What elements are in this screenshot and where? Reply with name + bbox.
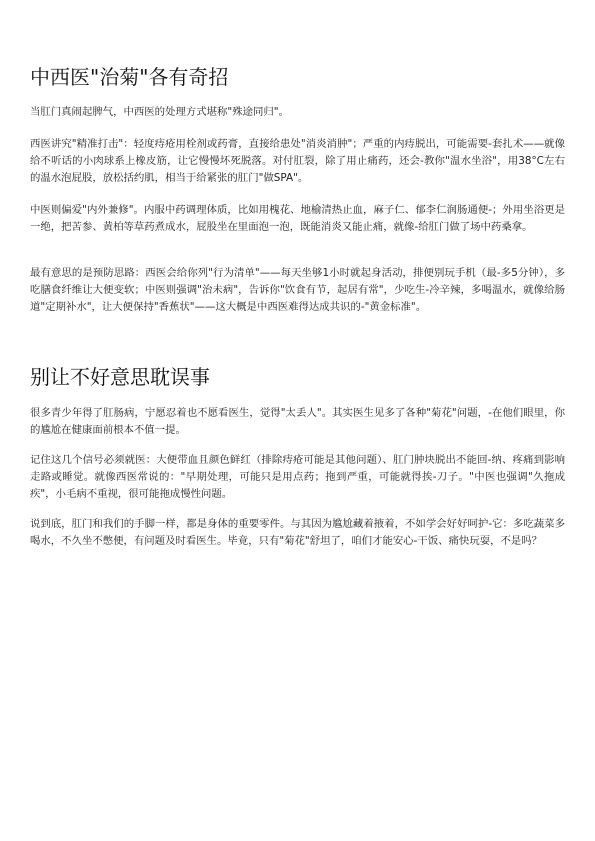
section-title-dont-be-shy: 别让不好意思耽误事 bbox=[30, 365, 210, 389]
section-title-tcm-western: 中西医"治菊"各有奇招 bbox=[30, 65, 229, 89]
paragraph: 最有意思的是预防思路：西医会给你列"行为清单"——每天坐够1小时就起身活动，排便别玩手机（最-多5分钟），多吃膳食纤维让大便变软；中医则强调"治未病"，告诉你"饮食有节，起居有常"，少吃生-冷辛辣，多喝温水，就像给肠道"定期补水"，让大便保持"香蕉状"——这大概是中西医难得达成共识的-"黄金标准"。 bbox=[30, 267, 565, 313]
paragraph: 很多青少年得了肛肠病，宁愿忍着也不愿看医生，觉得"太丢人"。其实医生见多了各种"菊花"问题，-在他们眼里，你的尴尬在健康面前根本不值一提。 bbox=[30, 407, 565, 436]
paragraph: 西医讲究"精准打击"：轻度痔疮用栓剂或药膏，直接给患处"消炎消肿"；严重的内痔脱出，可能需要-套扎术——就像给不听话的小肉球系上橡皮筋，让它慢慢坏死脱落。对付肛裂，除了用止痛药，还会-教你"温水坐浴"，用38°C左右的温水泡屁股，放松括约肌，相当于给紧张的肛门"做SPA"。 bbox=[30, 138, 565, 184]
paragraph: 说到底，肛门和我们的手脚一样，都是身体的重要零件。与其因为尴尬藏着掖着，不如学会好好呵护-它：多吃蔬菜多喝水，不久坐不憋便，有问题及时看医生。毕竟，只有"菊花"舒坦了，咱们才能安心-干饭、痛快玩耍，不是吗？ bbox=[30, 518, 565, 547]
paragraph: 当肛门真闹起脾气，中西医的处理方式堪称"殊途同归"。 bbox=[30, 106, 289, 118]
paragraph: 中医则偏爱"内外兼修"。内服中药调理体质，比如用槐花、地榆清热止血，麻子仁、郁李仁润肠通便-；外用坐浴更是一绝，把苦参、黄柏等草药煮成水，屁股坐在里面泡一泡，既能消炎又能止痛，就像-给肛门做了场中药桑拿。 bbox=[30, 204, 565, 233]
paragraph: 记住这几个信号必须就医：大便带血且颜色鲜红（排除痔疮可能是其他问题）、肛门肿块脱出不能回-纳、疼痛到影响走路或睡觉。就像西医常说的："早期处理，可能只是用点药；拖到严重，可能就得挨-刀子。"中医也强调"久拖成疾"，小毛病不重视，很可能拖成慢性问题。 bbox=[30, 454, 565, 500]
